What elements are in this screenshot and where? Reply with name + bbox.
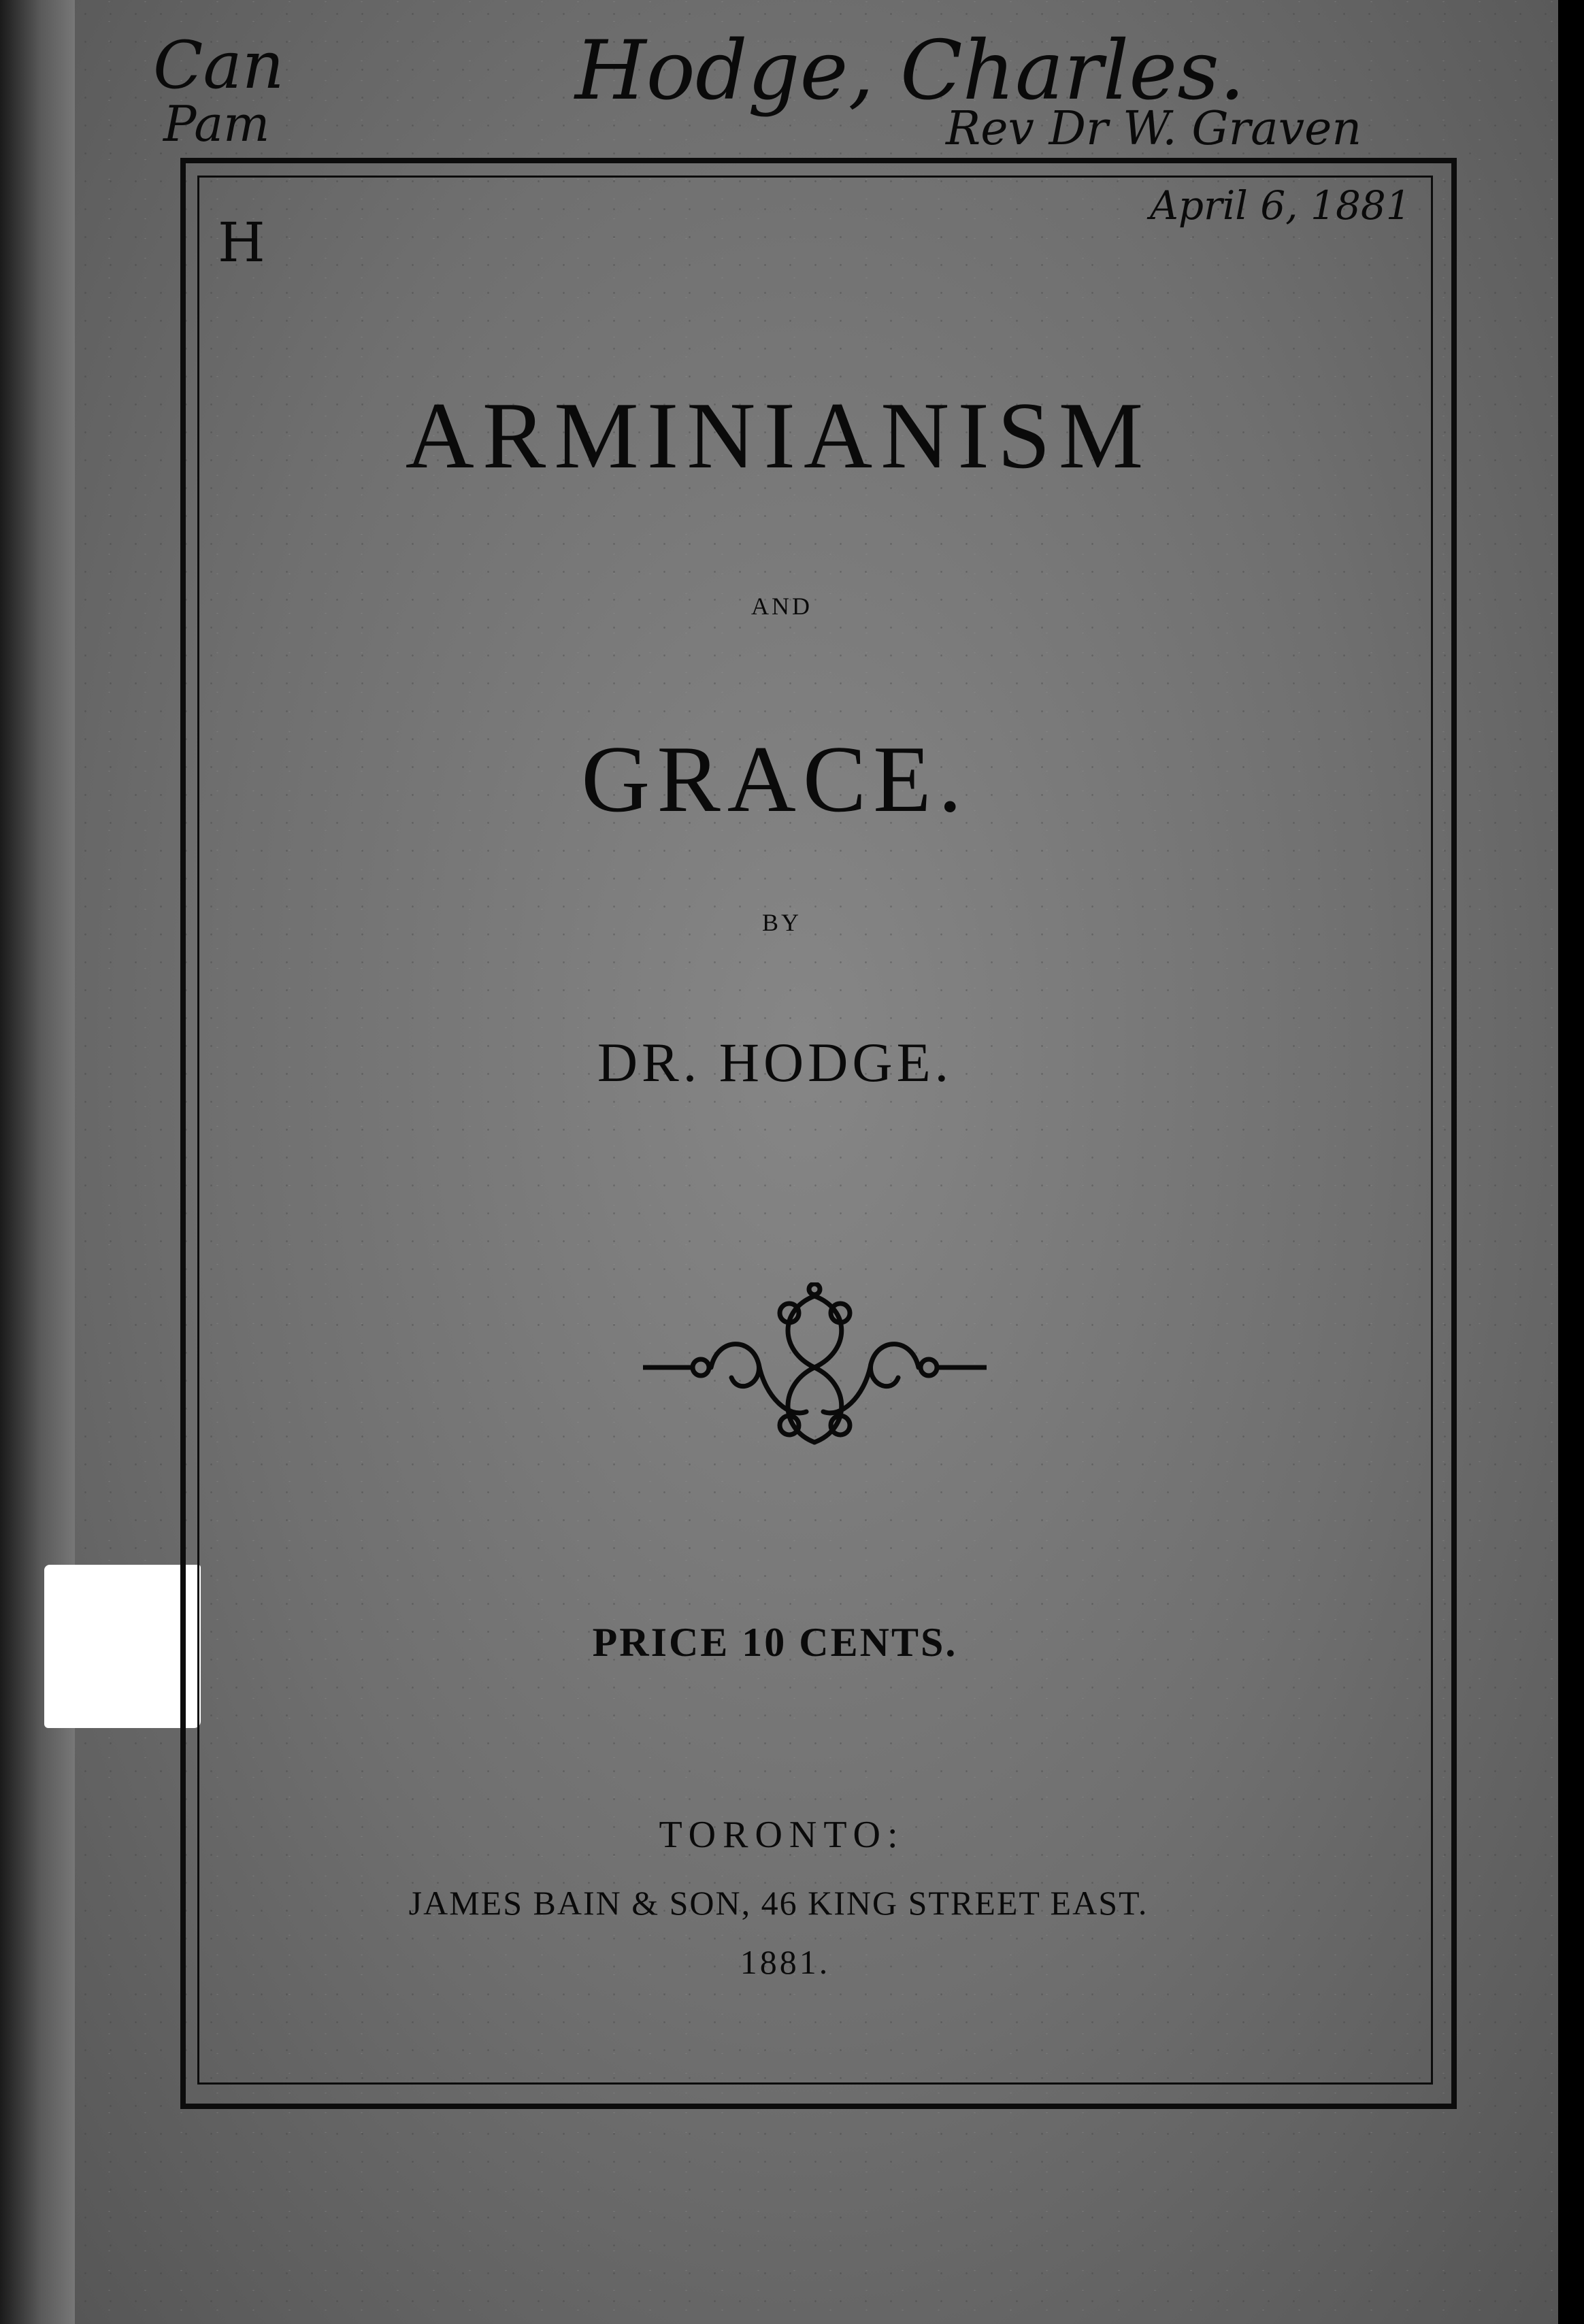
title-line-2: GRACE. [581,727,969,832]
title-line-1: ARMINIANISM [405,383,1152,488]
handwritten-catalog-mark-2: Pam [163,95,270,152]
price-label: PRICE 10 CENTS. [592,1620,958,1665]
handwritten-shelf-letter: H [218,211,265,274]
byline-label: BY [761,909,802,936]
author-name: DR. HODGE. [597,1031,953,1093]
handwritten-date: April 6, 1881 [1150,182,1411,229]
ornament-flourish [643,1282,987,1452]
title-conjunction: AND [751,593,812,620]
handwritten-author: Hodge, Charles. [575,24,1245,118]
imprint-year: 1881. [740,1943,831,1981]
handwritten-catalog-mark: Can [153,27,284,103]
imprint-city: TORONTO: [659,1814,905,1856]
imprint-publisher: JAMES BAIN & SON, 46 KING STREET EAST. [408,1884,1149,1922]
handwritten-owner: Rev Dr W. Graven [946,102,1362,156]
